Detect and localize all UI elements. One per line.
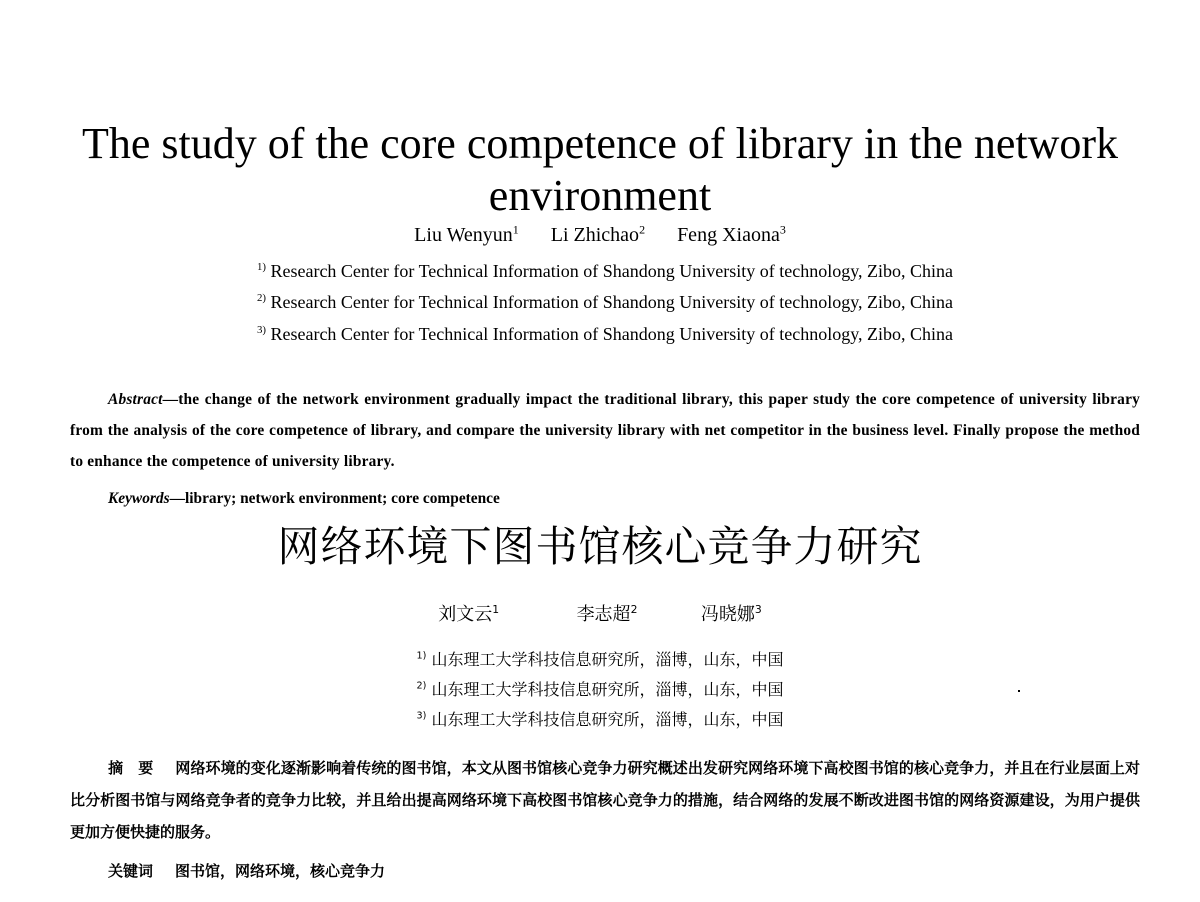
- abstract-label: Abstract: [108, 391, 163, 408]
- paper-title-en: The study of the core competence of library in the network environment: [81, 119, 1119, 220]
- affiliation-text: 山东理工大学科技信息研究所，淄博，山东，中国: [431, 650, 784, 669]
- author-name: Liu Wenyun: [414, 224, 513, 246]
- affiliation-en: [0, 290, 1200, 314]
- author-affiliation-mark: 1: [512, 222, 519, 237]
- affiliation-zh: [0, 708, 1200, 732]
- author-affiliation-mark: 2: [630, 603, 638, 616]
- author-name: 刘文云: [438, 604, 493, 625]
- author-name: Feng Xiaona: [677, 224, 780, 246]
- paper-title-zh: 网络环境下图书馆核心竞争力研究: [277, 522, 923, 571]
- author-affiliation-mark: 3: [779, 222, 786, 237]
- author-name: 李志超: [576, 604, 631, 625]
- keywords-label: 关键词: [108, 862, 154, 880]
- scan-speck: [1018, 690, 1020, 692]
- keywords-text: 图书馆，网络环境，核心竞争力: [175, 862, 386, 880]
- abstract-label: 摘 要: [108, 759, 154, 777]
- affiliation-text: Research Center for Technical Information of Shandong University of technology, Zibo, China: [270, 324, 954, 344]
- abstract-text: 网络环境的变化逐渐影响着传统的图书馆，本文从图书馆核心竞争力研究概述出发研究网络环境下高校图书馆的核心竞争力，并且在行业层面上对比分析图书馆与网络竞争者的竞争力比较，并且给出提高网络环境下高校图书馆核心竞争力的措施，结合网络的发展不断改进图书馆的网络资源建设，为用户提供更加方便快捷的服务。: [70, 759, 1140, 841]
- author-name: 冯晓娜: [700, 604, 755, 625]
- affiliation-mark: 3): [416, 710, 427, 722]
- author-affiliation-mark: 1: [492, 603, 500, 616]
- affiliation-mark: 3): [256, 324, 266, 336]
- keywords-text: —library; network environment; core competence: [169, 490, 500, 507]
- affiliation-text: 山东理工大学科技信息研究所，淄博，山东，中国: [431, 680, 784, 699]
- abstract-text: —the change of the network environment gradually impact the traditional library, this paper study the core competence of university library from the analysis of the core competence of library, and compare the university library with net competitor in the business level. Finally propose the method to enhance the competence of university library.: [70, 391, 1140, 470]
- affiliation-zh: [0, 678, 1200, 702]
- affiliation-en: [0, 259, 1200, 283]
- affiliation-en: [0, 322, 1200, 346]
- author-name: Li Zhichao: [550, 224, 640, 246]
- author-list-en: [0, 222, 1200, 248]
- author-affiliation-mark: 3: [754, 603, 762, 616]
- keywords-en: [108, 487, 1108, 511]
- affiliation-mark: 2): [416, 680, 427, 692]
- affiliation-text: Research Center for Technical Information of Shandong University of technology, Zibo, China: [270, 261, 954, 281]
- abstract-zh: [70, 752, 1140, 848]
- affiliation-mark: 1): [256, 261, 266, 273]
- affiliation-zh: [0, 648, 1200, 672]
- affiliation-mark: 2): [256, 292, 266, 304]
- abstract-en: [70, 384, 1140, 477]
- affiliation-mark: 1): [416, 650, 427, 662]
- affiliation-text: Research Center for Technical Information of Shandong University of technology, Zibo, China: [270, 292, 954, 312]
- author-affiliation-mark: 2: [639, 222, 646, 237]
- keywords-label: Keywords: [108, 490, 170, 507]
- author-list-zh: [0, 602, 1200, 628]
- keywords-zh: [108, 859, 1008, 883]
- affiliation-text: 山东理工大学科技信息研究所，淄博，山东，中国: [431, 710, 784, 729]
